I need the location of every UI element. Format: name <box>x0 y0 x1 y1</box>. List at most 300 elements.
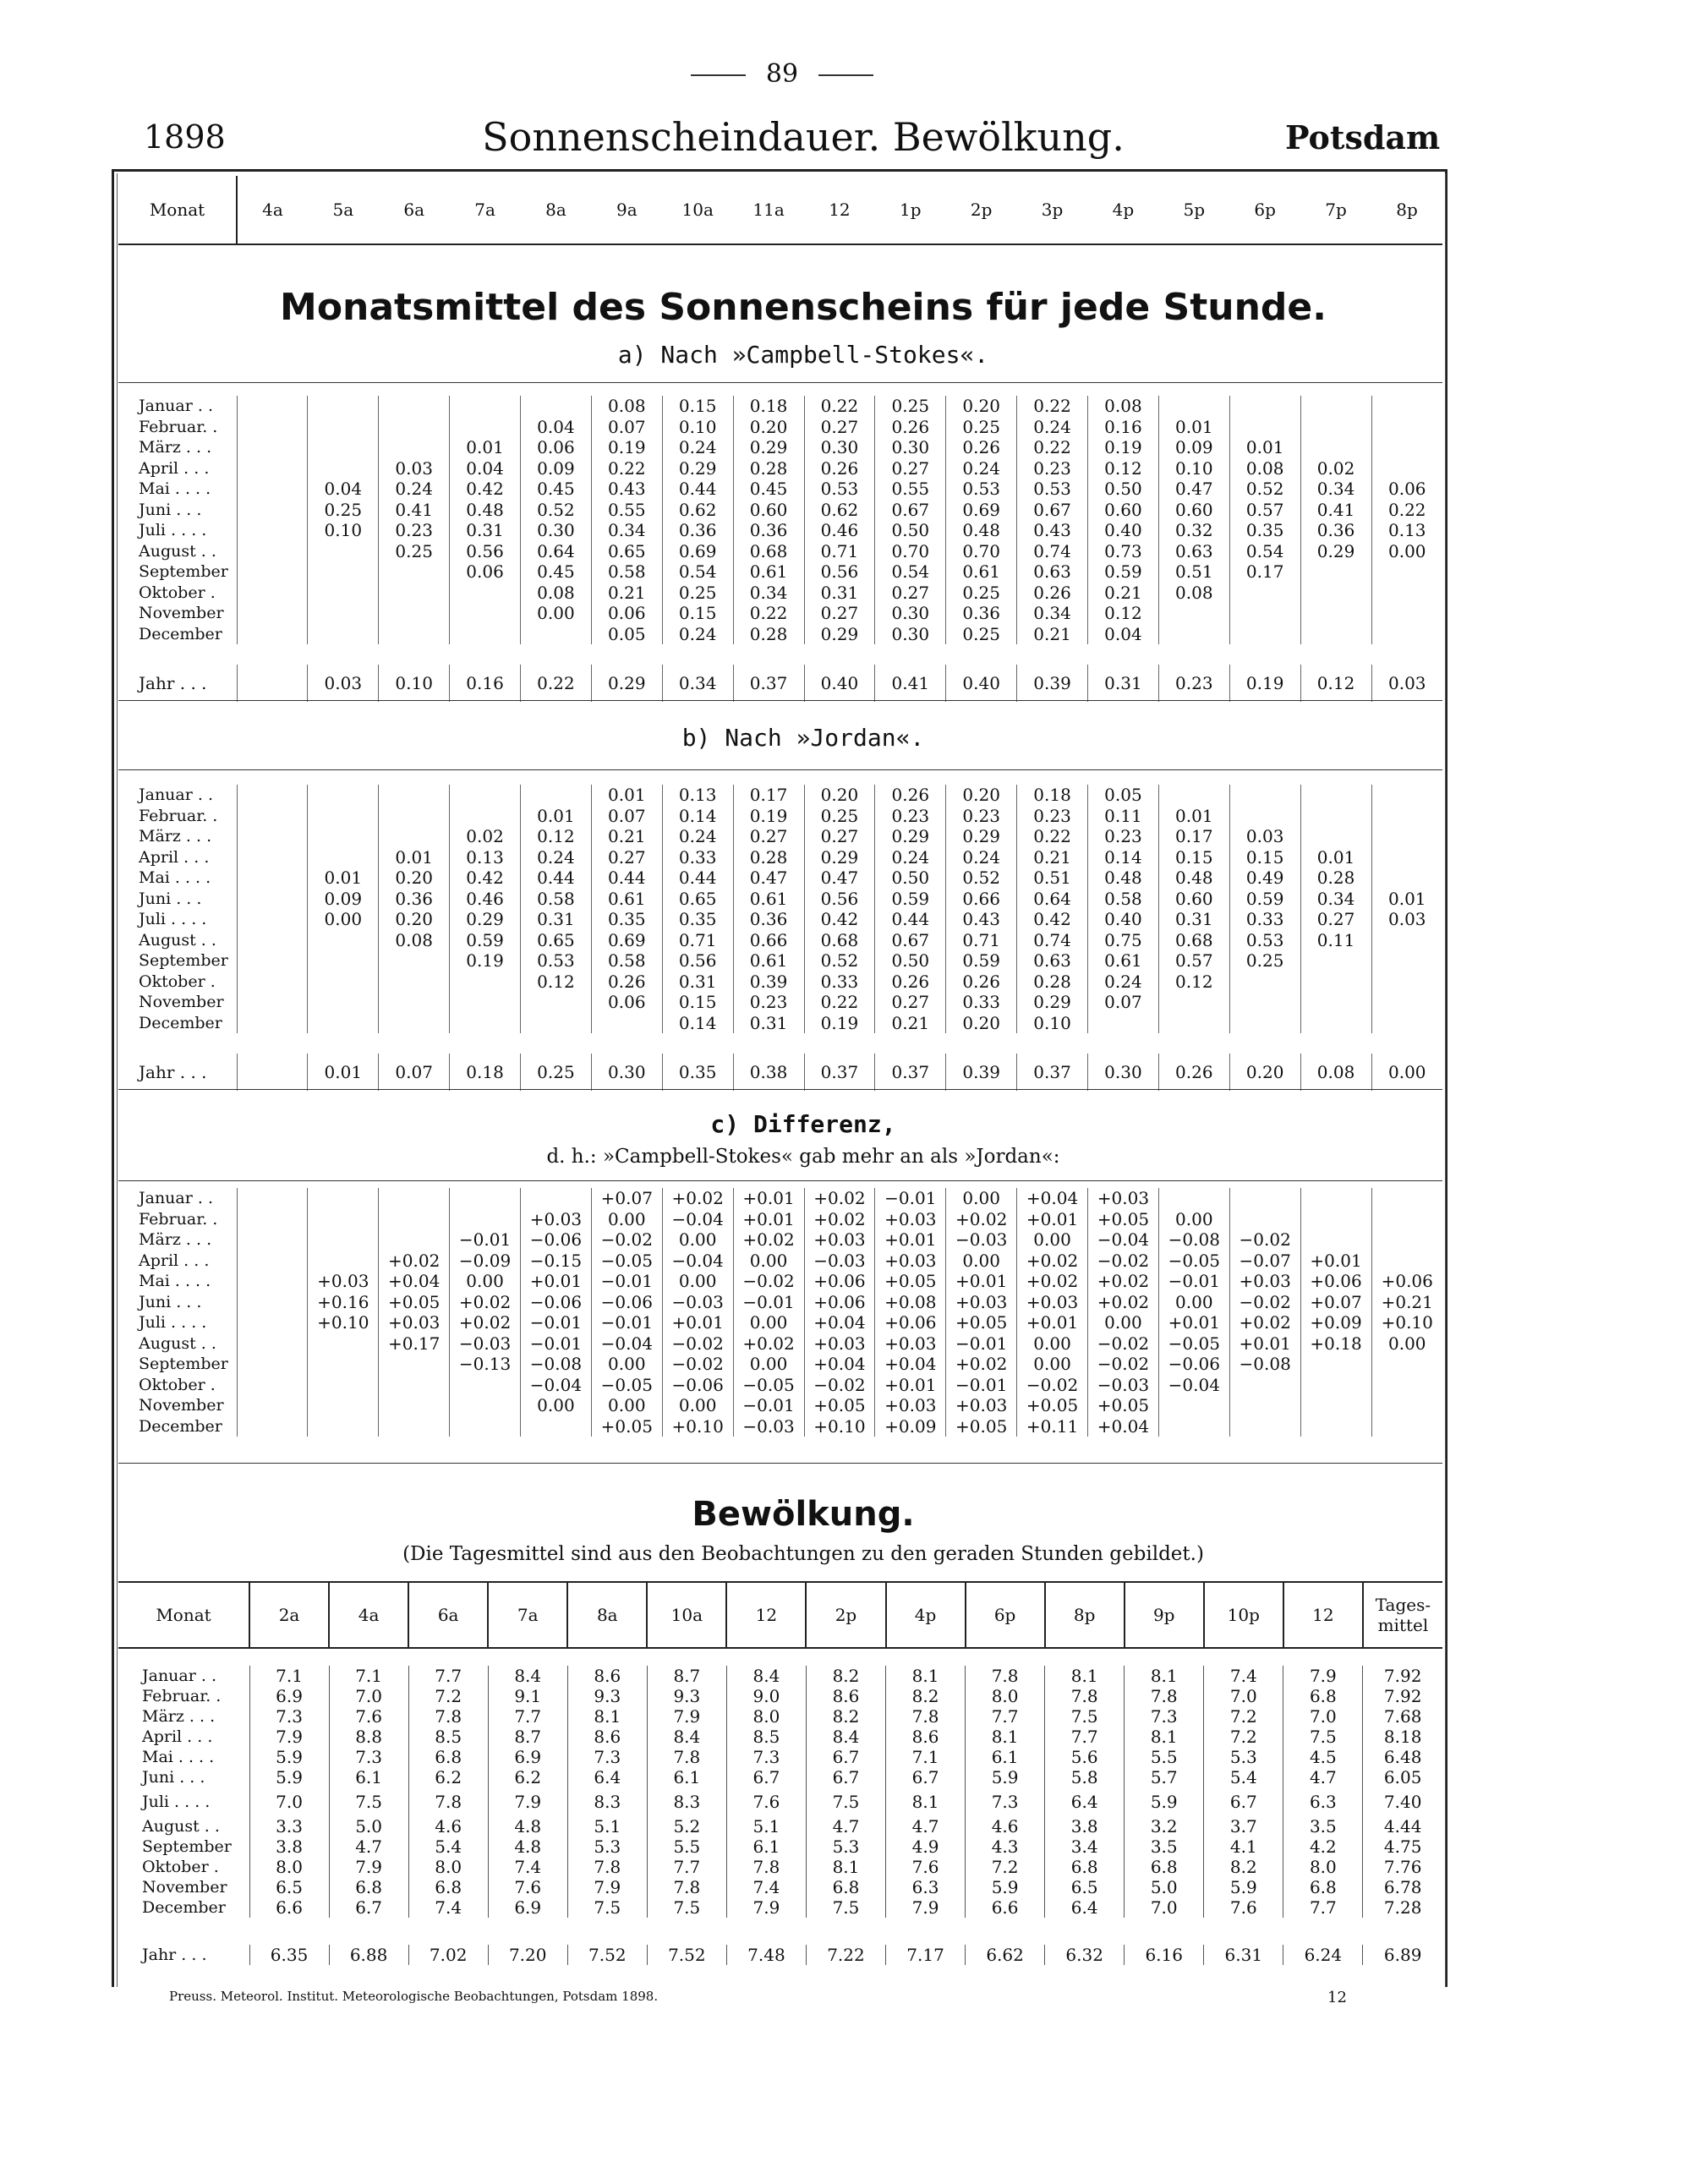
table-row <box>118 826 1442 847</box>
jordan-value: 0.56 <box>662 950 733 972</box>
year-value: 0.37 <box>804 1054 875 1091</box>
campbell-value <box>237 479 308 500</box>
campbell-value: 0.25 <box>662 583 733 604</box>
cloud-value: 7.5 <box>567 1897 647 1918</box>
month-label: Juli . . . . <box>139 521 207 539</box>
difference-value: −0.06 <box>521 1229 592 1251</box>
difference-value <box>237 1354 308 1375</box>
campbell-value: 0.59 <box>1088 561 1159 583</box>
year-value: 0.39 <box>1017 665 1088 702</box>
difference-value: −0.15 <box>521 1251 592 1272</box>
cloud-value: 7.8 <box>886 1706 966 1727</box>
difference-value: +0.02 <box>733 1333 804 1355</box>
difference-value: 0.00 <box>1371 1333 1442 1355</box>
cloud-title: Bewölkung. <box>692 1495 915 1534</box>
difference-value <box>1371 1229 1442 1251</box>
difference-value <box>1158 1416 1229 1437</box>
jordan-value: 0.08 <box>379 930 450 951</box>
cloud-value: 6.7 <box>806 1747 885 1767</box>
cloud-value: 6.7 <box>1204 1787 1283 1816</box>
cloud-value: 7.7 <box>966 1706 1045 1727</box>
cloud-value: 6.5 <box>249 1877 329 1897</box>
difference-value: 0.00 <box>1088 1312 1159 1333</box>
table-row <box>118 561 1442 583</box>
cloud-value: 7.76 <box>1363 1857 1442 1877</box>
difference-value: +0.01 <box>733 1188 804 1209</box>
month-label: Juli . . . . <box>139 910 207 928</box>
jordan-value: 0.27 <box>733 826 804 847</box>
jordan-value <box>1300 1013 1371 1034</box>
campbell-value <box>379 396 450 417</box>
cloud-value: 4.7 <box>806 1816 885 1836</box>
campbell-value: 0.31 <box>804 583 875 604</box>
month-label: November <box>139 993 224 1011</box>
campbell-value <box>379 603 450 624</box>
hour-header-cell: 8a <box>521 176 592 244</box>
divider <box>118 1180 1442 1181</box>
campbell-value: 0.04 <box>450 458 521 479</box>
campbell-value: 0.27 <box>875 583 946 604</box>
cloud-value: 3.8 <box>1045 1816 1125 1836</box>
table-row <box>118 1333 1442 1355</box>
cloud-value: 8.6 <box>567 1727 647 1747</box>
jordan-value: 0.29 <box>875 826 946 847</box>
cloud-value: 5.5 <box>647 1836 726 1857</box>
table-row <box>118 1312 1442 1333</box>
cloud-value: 7.3 <box>726 1747 806 1767</box>
campbell-value: 0.10 <box>662 417 733 438</box>
difference-value <box>308 1416 379 1437</box>
month-label: April . . . <box>139 1251 210 1270</box>
cloud-value: 7.2 <box>1204 1727 1283 1747</box>
campbell-value <box>237 417 308 438</box>
cloud-value: 4.7 <box>329 1836 408 1857</box>
cloud-value: 7.0 <box>1125 1897 1204 1918</box>
jordan-value <box>379 826 450 847</box>
jordan-value: 0.26 <box>946 972 1017 993</box>
jordan-value: 0.69 <box>591 930 662 951</box>
cloud-value: 7.5 <box>647 1897 726 1918</box>
jordan-value: 0.23 <box>1088 826 1159 847</box>
cloud-value: 5.3 <box>806 1836 885 1857</box>
campbell-value <box>1229 624 1300 645</box>
jordan-value <box>1158 785 1229 806</box>
table-row <box>118 992 1442 1013</box>
jordan-value: 0.50 <box>875 950 946 972</box>
difference-value: +0.02 <box>450 1292 521 1313</box>
campbell-value: 0.09 <box>521 458 592 479</box>
jordan-value: 0.01 <box>308 868 379 889</box>
cloud-value: 9.1 <box>488 1686 567 1706</box>
difference-value: −0.02 <box>591 1229 662 1251</box>
campbell-value: 0.13 <box>1371 520 1442 541</box>
campbell-value: 0.53 <box>1017 479 1088 500</box>
campbell-value <box>450 583 521 604</box>
cloud-header-cell: 12 <box>1283 1582 1363 1648</box>
difference-value: +0.02 <box>1088 1271 1159 1292</box>
year-value: 0.29 <box>591 665 662 702</box>
table-row <box>118 1251 1442 1272</box>
month-label: December <box>142 1898 226 1917</box>
difference-value <box>450 1188 521 1209</box>
cloud-value: 7.6 <box>329 1706 408 1727</box>
difference-value: −0.02 <box>1088 1333 1159 1355</box>
difference-value <box>521 1188 592 1209</box>
cloud-value: 3.8 <box>249 1836 329 1857</box>
year-value: 0.16 <box>450 665 521 702</box>
campbell-value: 0.50 <box>1088 479 1159 500</box>
year-value: 0.22 <box>521 665 592 702</box>
campbell-value <box>379 437 450 458</box>
jordan-value <box>1158 1013 1229 1034</box>
campbell-value: 0.21 <box>591 583 662 604</box>
difference-value <box>379 1395 450 1416</box>
difference-value: +0.01 <box>733 1209 804 1230</box>
cloud-value: 8.4 <box>726 1666 806 1686</box>
cloud-value: 8.4 <box>488 1666 567 1686</box>
jordan-value: 0.61 <box>1088 950 1159 972</box>
difference-value: +0.01 <box>875 1229 946 1251</box>
campbell-value: 0.60 <box>733 500 804 521</box>
hour-header-cell: 7a <box>450 176 521 244</box>
jordan-value: 0.29 <box>946 826 1017 847</box>
difference-value <box>379 1229 450 1251</box>
jordan-value: 0.22 <box>1017 826 1088 847</box>
difference-value <box>1300 1229 1371 1251</box>
table-row <box>118 624 1442 645</box>
difference-value: +0.05 <box>946 1312 1017 1333</box>
cloud-value: 6.8 <box>1283 1686 1363 1706</box>
cloud-value: 8.1 <box>966 1727 1045 1747</box>
campbell-value: 0.48 <box>450 500 521 521</box>
difference-value <box>450 1375 521 1396</box>
jordan-value: 0.61 <box>733 889 804 910</box>
cloud-year-value: 7.48 <box>726 1945 806 1965</box>
campbell-value: 0.44 <box>662 479 733 500</box>
month-label: Juni . . . <box>139 1292 202 1311</box>
table-row <box>118 1271 1442 1292</box>
jordan-value: 0.52 <box>804 950 875 972</box>
jordan-table <box>118 785 1442 1033</box>
jordan-value: 0.71 <box>946 930 1017 951</box>
jordan-value: 0.09 <box>308 889 379 910</box>
difference-value: 0.00 <box>1017 1333 1088 1355</box>
campbell-value <box>237 603 308 624</box>
cloud-value: 8.18 <box>1363 1727 1442 1747</box>
table-row <box>118 1209 1442 1230</box>
difference-value: 0.00 <box>1017 1354 1088 1375</box>
campbell-value: 0.50 <box>875 520 946 541</box>
campbell-value: 0.22 <box>1017 437 1088 458</box>
difference-value: 0.00 <box>946 1188 1017 1209</box>
jordan-value: 0.44 <box>875 909 946 930</box>
campbell-value: 0.67 <box>1017 500 1088 521</box>
difference-value: −0.02 <box>1229 1229 1300 1251</box>
jordan-value: 0.24 <box>946 847 1017 868</box>
difference-value: +0.01 <box>662 1312 733 1333</box>
difference-value: −0.03 <box>450 1333 521 1355</box>
difference-value: −0.07 <box>1229 1251 1300 1272</box>
campbell-value: 0.60 <box>1158 500 1229 521</box>
campbell-value: 0.04 <box>521 417 592 438</box>
difference-value: −0.01 <box>946 1375 1017 1396</box>
jordan-value <box>237 992 308 1013</box>
cloud-value: 8.0 <box>408 1857 488 1877</box>
difference-value <box>379 1209 450 1230</box>
campbell-value: 0.67 <box>875 500 946 521</box>
cloud-year-value: 6.32 <box>1045 1945 1125 1965</box>
cloud-value: 6.7 <box>806 1767 885 1787</box>
campbell-value: 0.25 <box>875 396 946 417</box>
difference-value: 0.00 <box>1158 1292 1229 1313</box>
cloud-value: 6.8 <box>329 1877 408 1897</box>
cloud-value: 8.2 <box>806 1666 885 1686</box>
cloud-value: 7.92 <box>1363 1666 1442 1686</box>
campbell-value: 0.56 <box>450 541 521 562</box>
difference-value: −0.02 <box>804 1375 875 1396</box>
difference-value: +0.05 <box>1088 1395 1159 1416</box>
cloud-header-cell: 10p <box>1204 1582 1283 1648</box>
difference-value: −0.03 <box>1088 1375 1159 1396</box>
difference-value <box>521 1416 592 1437</box>
difference-value: +0.03 <box>804 1229 875 1251</box>
jordan-value: 0.17 <box>733 785 804 806</box>
cloud-value: 7.9 <box>567 1877 647 1897</box>
jordan-value: 0.25 <box>1229 950 1300 972</box>
difference-value: −0.01 <box>946 1333 1017 1355</box>
year-value: 0.30 <box>591 1054 662 1091</box>
difference-value: +0.05 <box>379 1292 450 1313</box>
cloud-header-cell: 6p <box>966 1582 1045 1648</box>
page-number: 89 <box>0 59 1564 89</box>
year-value: 0.34 <box>662 665 733 702</box>
cloud-value: 7.8 <box>1045 1686 1125 1706</box>
cloud-value: 7.5 <box>1283 1727 1363 1747</box>
campbell-value: 0.40 <box>1088 520 1159 541</box>
jordan-value <box>1229 1013 1300 1034</box>
campbell-value <box>450 417 521 438</box>
campbell-value <box>379 561 450 583</box>
year-value: 0.39 <box>946 1054 1017 1091</box>
jordan-value: 0.48 <box>1158 868 1229 889</box>
cloud-value: 7.8 <box>1125 1686 1204 1706</box>
year-label: Jahr . . . <box>139 1062 207 1082</box>
cloud-value: 5.4 <box>1204 1767 1283 1787</box>
campbell-value: 0.21 <box>1017 624 1088 645</box>
cloud-value: 8.2 <box>886 1686 966 1706</box>
difference-value: −0.02 <box>662 1354 733 1375</box>
cloud-value: 6.2 <box>408 1767 488 1787</box>
campbell-value <box>308 396 379 417</box>
cloud-year-value: 6.31 <box>1204 1945 1283 1965</box>
table-row <box>118 930 1442 951</box>
difference-value: +0.05 <box>804 1395 875 1416</box>
difference-value: −0.01 <box>521 1312 592 1333</box>
jordan-value: 0.49 <box>1229 868 1300 889</box>
jordan-value <box>237 889 308 910</box>
campbell-value: 0.70 <box>946 541 1017 562</box>
jordan-value <box>308 1013 379 1034</box>
jordan-value <box>1158 992 1229 1013</box>
jordan-value: 0.42 <box>804 909 875 930</box>
difference-value <box>1229 1395 1300 1416</box>
cloud-value: 8.2 <box>1204 1857 1283 1877</box>
cloud-value: 7.2 <box>966 1857 1045 1877</box>
campbell-value: 0.27 <box>875 458 946 479</box>
table-row <box>118 1292 1442 1313</box>
cloud-value: 7.28 <box>1363 1897 1442 1918</box>
table-row <box>118 1787 1442 1816</box>
jordan-value <box>237 847 308 868</box>
campbell-value <box>450 396 521 417</box>
table-row <box>118 785 1442 806</box>
divider <box>118 382 1442 383</box>
divider <box>118 700 1442 701</box>
campbell-value: 0.25 <box>946 417 1017 438</box>
cloud-value: 7.4 <box>1204 1666 1283 1686</box>
difference-value: +0.03 <box>379 1312 450 1333</box>
difference-value: −0.02 <box>662 1333 733 1355</box>
campbell-value <box>237 541 308 562</box>
cloud-value: 7.7 <box>488 1706 567 1727</box>
jordan-value <box>308 847 379 868</box>
cloud-year-row <box>118 1945 1442 1965</box>
year-value: 0.23 <box>1158 665 1229 702</box>
month-label: Oktober . <box>142 1858 219 1876</box>
difference-value: −0.01 <box>733 1292 804 1313</box>
cloud-table <box>118 1666 1442 1918</box>
cloud-value: 4.75 <box>1363 1836 1442 1857</box>
cloud-value: 7.3 <box>567 1747 647 1767</box>
jordan-value: 0.53 <box>1229 930 1300 951</box>
cloud-value: 6.6 <box>249 1897 329 1918</box>
difference-value: +0.01 <box>1017 1312 1088 1333</box>
campbell-value <box>237 520 308 541</box>
campbell-value: 0.34 <box>1017 603 1088 624</box>
campbell-value: 0.10 <box>1158 458 1229 479</box>
jordan-value: 0.52 <box>946 868 1017 889</box>
year-value: 0.37 <box>1017 1054 1088 1091</box>
jordan-value: 0.24 <box>662 826 733 847</box>
campbell-value: 0.02 <box>1300 458 1371 479</box>
jordan-value: 0.05 <box>1088 785 1159 806</box>
divider <box>118 769 1442 770</box>
cloud-value: 6.6 <box>966 1897 1045 1918</box>
campbell-value: 0.25 <box>308 500 379 521</box>
table-row <box>118 417 1442 438</box>
jordan-value: 0.58 <box>591 950 662 972</box>
campbell-value: 0.26 <box>1017 583 1088 604</box>
cloud-value: 7.1 <box>249 1666 329 1686</box>
campbell-value <box>1229 396 1300 417</box>
subtitle-jordan: b) Nach »Jordan«. <box>681 724 925 752</box>
difference-value: −0.01 <box>450 1229 521 1251</box>
cloud-value: 5.0 <box>329 1816 408 1836</box>
campbell-value: 0.55 <box>591 500 662 521</box>
month-label: Januar . . <box>139 785 213 804</box>
year-value: 0.35 <box>662 1054 733 1091</box>
cloud-header-cell: 10a <box>647 1582 726 1648</box>
cloud-year-value: 7.20 <box>488 1945 567 1965</box>
jordan-value: 0.47 <box>733 868 804 889</box>
cloud-value: 4.8 <box>488 1836 567 1857</box>
jordan-value: 0.60 <box>1158 889 1229 910</box>
campbell-value <box>521 624 592 645</box>
campbell-value: 0.06 <box>1371 479 1442 500</box>
campbell-value: 0.47 <box>1158 479 1229 500</box>
footer: Preuss. Meteorol. Institut. Meteorologische Beobachtungen, Potsdam 1898. <box>169 1989 659 2004</box>
campbell-value: 0.43 <box>591 479 662 500</box>
campbell-value: 0.05 <box>591 624 662 645</box>
cloud-value: 7.9 <box>1283 1666 1363 1686</box>
cloud-year-value: 7.22 <box>806 1945 885 1965</box>
difference-value: −0.03 <box>662 1292 733 1313</box>
cloud-year-value: 7.17 <box>886 1945 966 1965</box>
jordan-value: 0.29 <box>450 909 521 930</box>
year-value: 0.25 <box>521 1054 592 1091</box>
hour-header-cell: 9a <box>591 176 662 244</box>
campbell-value <box>308 437 379 458</box>
campbell-value: 0.06 <box>591 603 662 624</box>
hour-header-cell: 5a <box>308 176 379 244</box>
jordan-value: 0.01 <box>379 847 450 868</box>
campbell-value: 0.62 <box>662 500 733 521</box>
jordan-value: 0.15 <box>662 992 733 1013</box>
difference-value: −0.03 <box>946 1229 1017 1251</box>
jordan-value <box>379 806 450 827</box>
month-label: Oktober . <box>139 583 216 602</box>
jordan-value: 0.61 <box>591 889 662 910</box>
jordan-value: 0.27 <box>875 992 946 1013</box>
jordan-value: 0.10 <box>1017 1013 1088 1034</box>
jordan-value: 0.44 <box>591 868 662 889</box>
cloud-value: 9.3 <box>567 1686 647 1706</box>
table-row <box>118 1375 1442 1396</box>
jordan-value <box>1229 785 1300 806</box>
cloud-value: 7.92 <box>1363 1686 1442 1706</box>
jordan-value <box>237 806 308 827</box>
cloud-value: 6.8 <box>408 1747 488 1767</box>
year-value: 0.31 <box>1088 665 1159 702</box>
month-label: November <box>139 1396 224 1415</box>
campbell-value <box>308 583 379 604</box>
table-row <box>118 1857 1442 1877</box>
cloud-value: 8.8 <box>329 1727 408 1747</box>
difference-value: −0.06 <box>662 1375 733 1396</box>
jordan-value <box>1300 972 1371 993</box>
jordan-value: 0.67 <box>875 930 946 951</box>
year-value: 0.30 <box>1088 1054 1159 1091</box>
month-label: Mai . . . . <box>139 868 211 887</box>
difference-value <box>308 1229 379 1251</box>
table-row <box>118 1229 1442 1251</box>
campbell-value: 0.63 <box>1158 541 1229 562</box>
jordan-value <box>237 826 308 847</box>
difference-value: +0.02 <box>804 1209 875 1230</box>
difference-value: −0.06 <box>1158 1354 1229 1375</box>
campbell-value: 0.08 <box>591 396 662 417</box>
month-label: Oktober . <box>139 1375 216 1394</box>
cloud-year-value: 6.62 <box>966 1945 1045 1965</box>
cloud-year-value: 7.02 <box>408 1945 488 1965</box>
difference-value: +0.09 <box>1300 1312 1371 1333</box>
cloud-value: 6.4 <box>1045 1787 1125 1816</box>
hour-header-cell: 4p <box>1088 176 1159 244</box>
campbell-value: 0.52 <box>1229 479 1300 500</box>
table-row <box>118 500 1442 521</box>
month-label: August . . <box>139 1333 216 1353</box>
cloud-value: 4.7 <box>886 1816 966 1836</box>
